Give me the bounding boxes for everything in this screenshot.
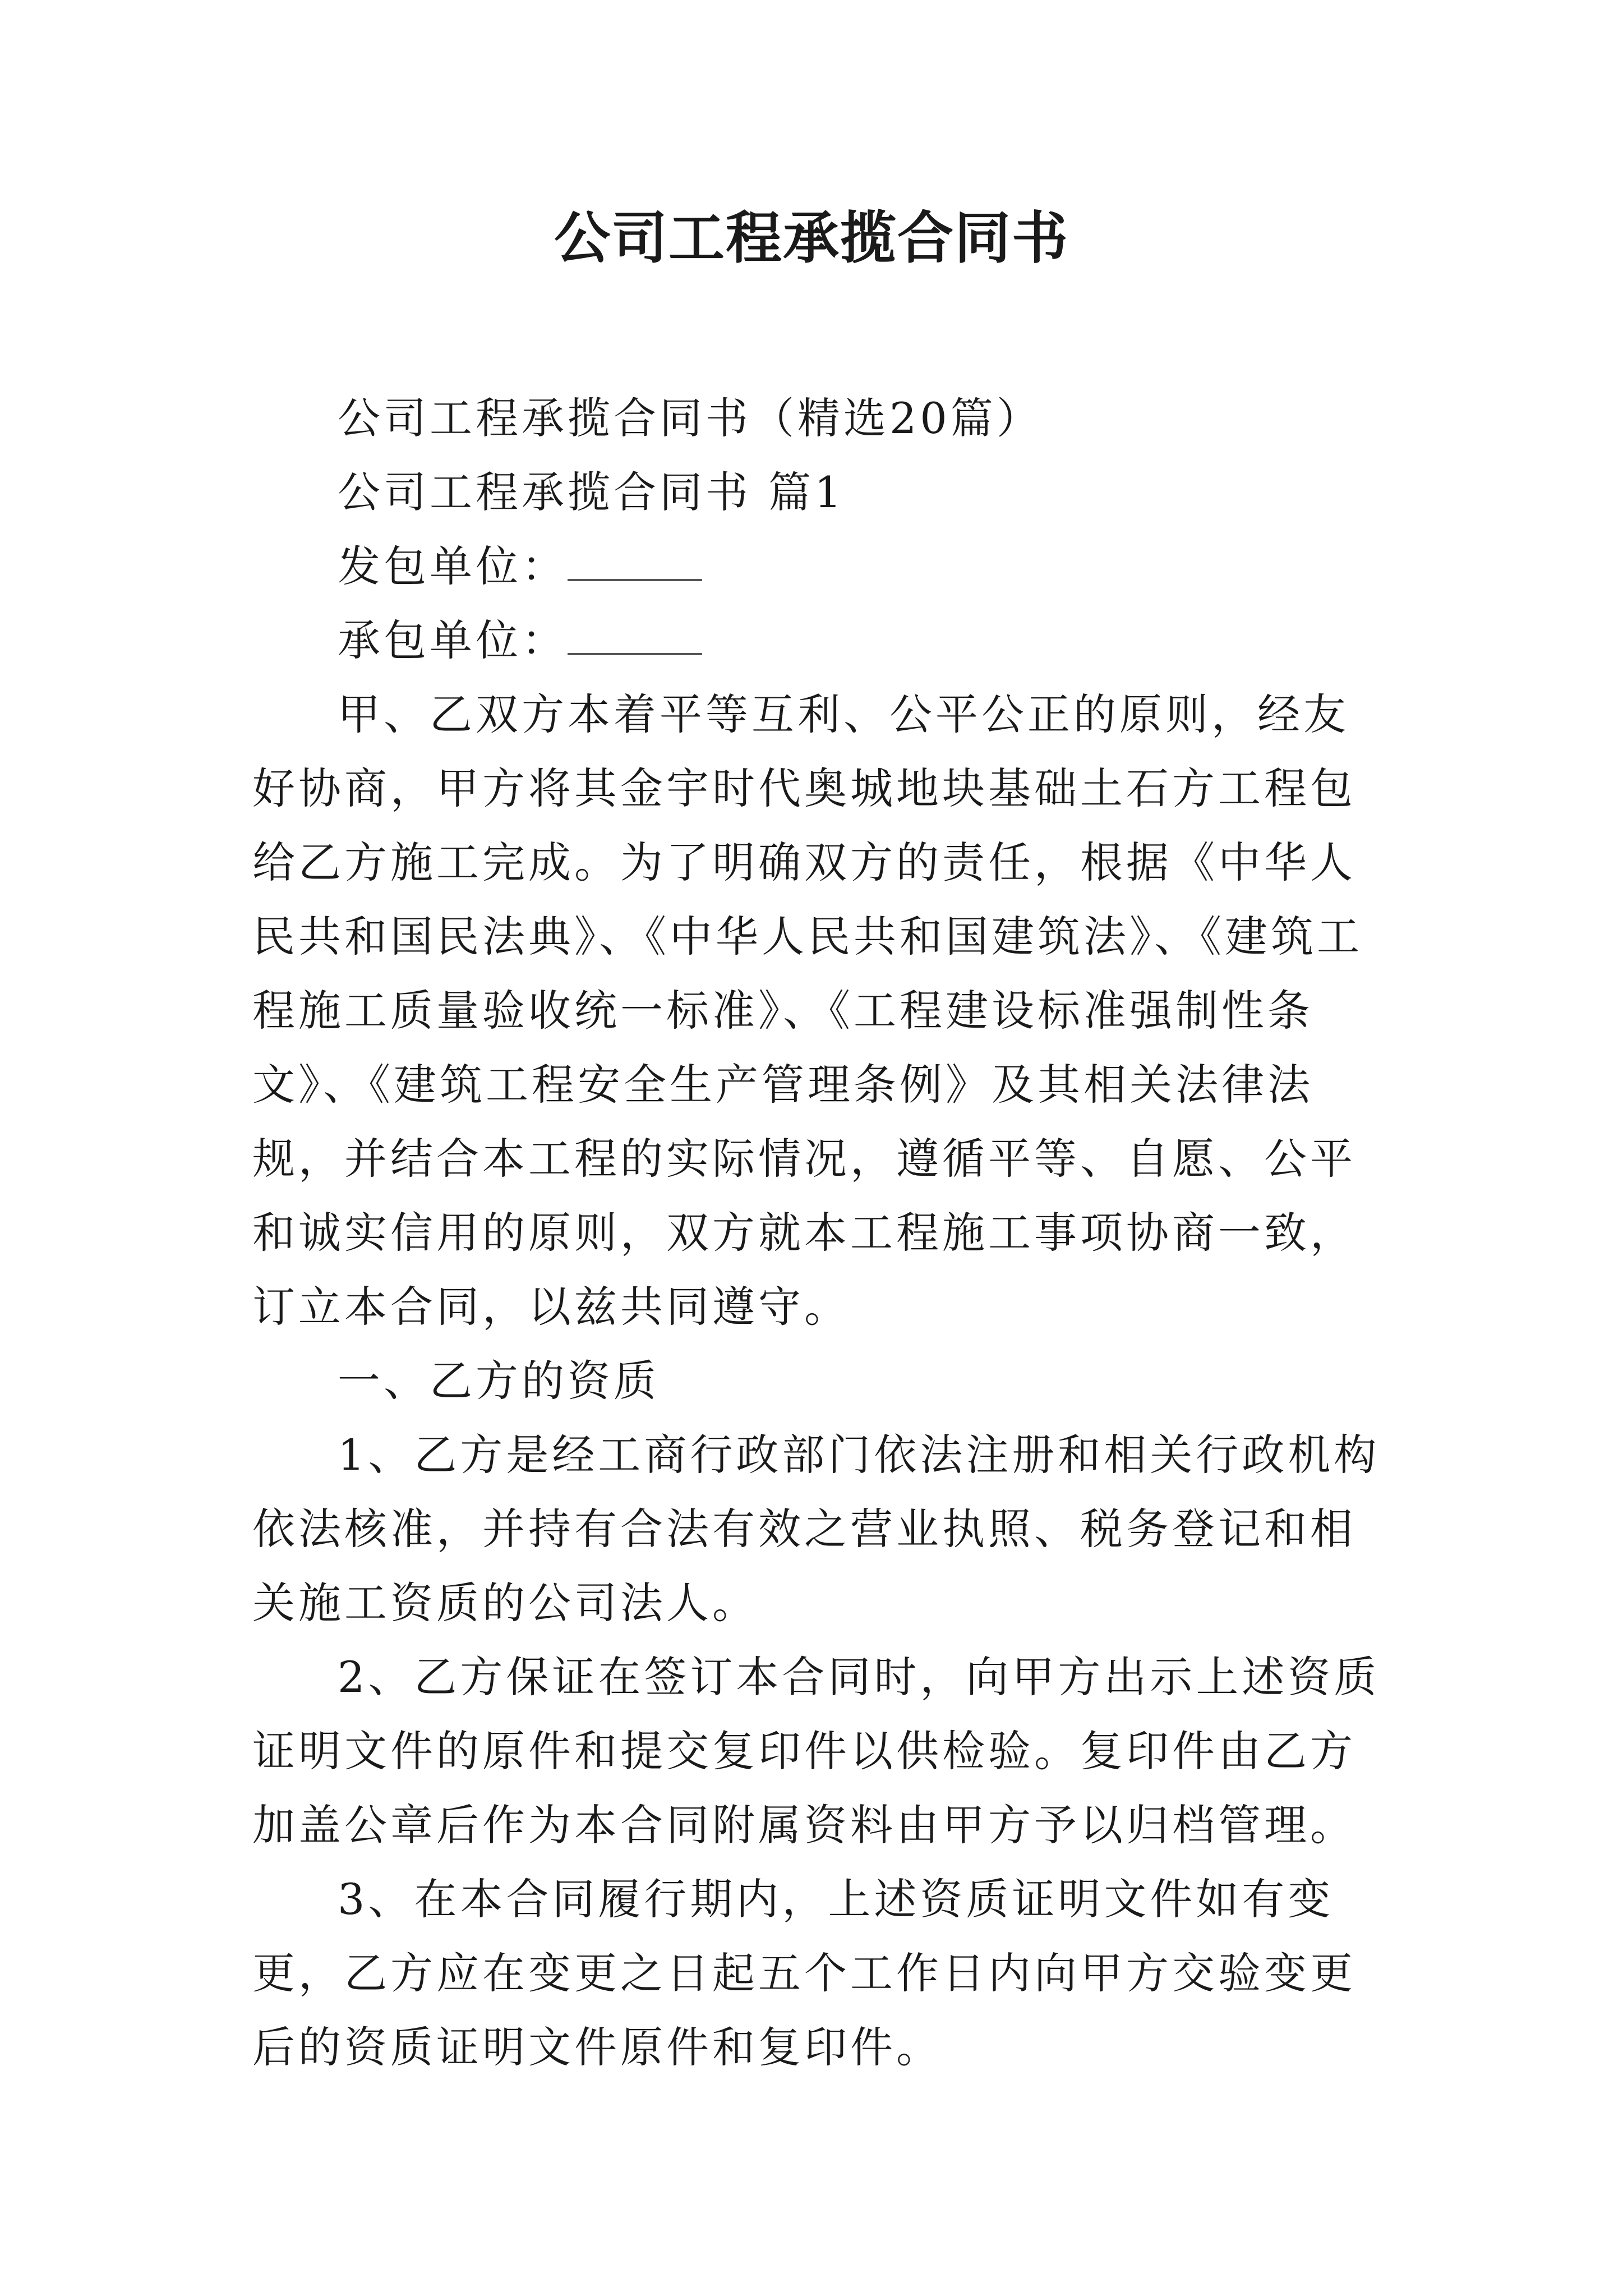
contractor-field [252, 604, 1391, 678]
document-title: 公司工程承揽合同书 [554, 205, 1069, 271]
employer-label: 发包单位： [338, 541, 568, 591]
clause-item-1: 1、乙方是经工商行政部门依法注册和相关行政机构依法核准，并持有合法有效之营业执照、税务登记和相关施工资质的公司法人。 [252, 1430, 1380, 1628]
clause-item-3: 3、在本合同履行期内，上述资质证明文件如有变更，乙方应在变更之日起五个工作日内向甲方交验变更后的资质证明文件原件和复印件。 [252, 1874, 1356, 2072]
employer-field [252, 530, 1391, 604]
contractor-blank [568, 619, 702, 655]
clause-item-2: 2、乙方保证在签订本合同时，向甲方出示上述资质证明文件的原件和提交复印件以供检验。复印件由乙方加盖公章后作为本合同附属资料由甲方予以归档管理。 [252, 1652, 1380, 1850]
clause-heading-1: 一、乙方的资质 [338, 1356, 660, 1406]
contractor-label: 承包单位： [338, 615, 568, 665]
intro-paragraph: 甲、乙双方本着平等互利、公平公正的原则，经友好协商，甲方将其金宇时代奥城地块基础土石方工程包给乙方施工完成。为了明确双方的责任，根据《中华人民共和国民法典》、《中华人民共和国建筑法》、《建筑工程施工质量验收统一标准》、《工程建设标准强制性条文》、《建筑工程安全生产管理条例》及其相关法律法规，并结合本工程的实际情况，遵循平等、自愿、公平和诚实信用的原则，双方就本工程施工事项协商一致，订立本合同，以兹共同遵守。 [252, 689, 1363, 1332]
document-subtitle: 公司工程承揽合同书（精选20篇） [338, 393, 1043, 443]
section-heading: 公司工程承揽合同书 篇1 [338, 467, 845, 517]
employer-blank [568, 545, 702, 581]
document-body [252, 381, 1391, 2085]
